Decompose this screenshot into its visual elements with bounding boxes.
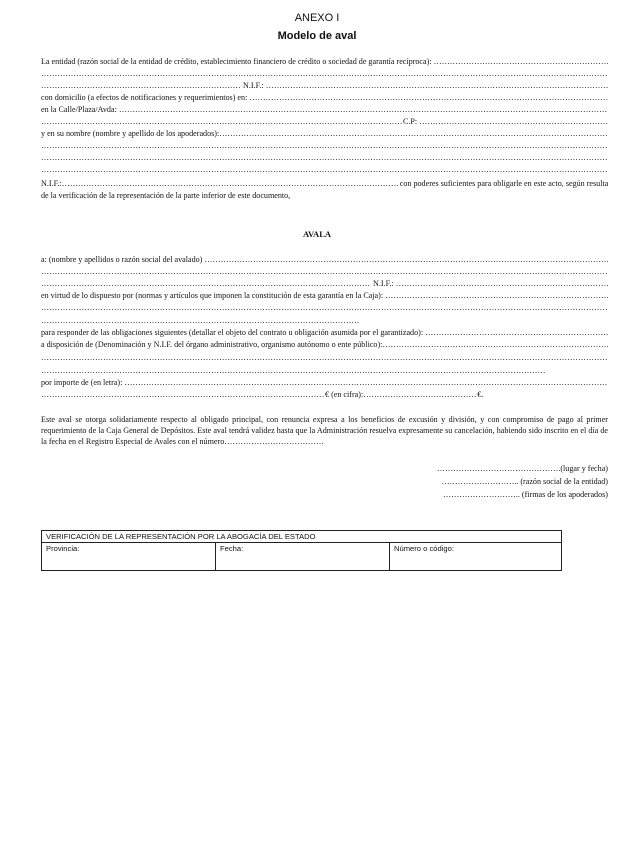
nif-line xyxy=(41,81,608,91)
obligations-line xyxy=(41,328,608,338)
entity-label: La entidad (razón social de la entidad de crédito, establecimiento financiero de crédito o sociedad de garantía recíproca): xyxy=(41,57,432,66)
dotted-line xyxy=(41,153,608,163)
clause-paragraph: Este aval se otorga solidariamente respecto al obligado principal, con renuncia expresa a los beneficios de excusión y división, y con compromiso de pago al primer requerimiento de la Caja General de Depósitos. Este aval tendrá validez hasta que la Administración resuelva expresamente su cancelación, habiendo sido inscrito en el día de la fecha en el Registro Especial de Avales con el número………………………………. xyxy=(41,415,608,446)
avala-nif-label: N.I.F.: xyxy=(373,279,394,288)
obligations-label: para responder de las obligaciones siguientes (detallar el objeto del contrato u obligación asumida por el garantizado): xyxy=(41,328,424,337)
dotted-line xyxy=(41,165,608,175)
cp-label: C.P: xyxy=(403,117,418,126)
amount-line xyxy=(41,378,608,388)
annex-label: ANEXO I xyxy=(294,12,340,24)
street-label: en la Calle/Plaza/Avda: xyxy=(41,105,117,114)
amount-label: por importe de (en letra): xyxy=(41,378,123,387)
cp-line xyxy=(41,117,608,127)
place-date-line: ……………………………………….(lugar y fecha) xyxy=(436,464,608,473)
dotted-line xyxy=(41,141,608,151)
nif-label: N.I.F.: xyxy=(243,81,264,90)
dotted-line xyxy=(41,353,608,363)
dotted-line xyxy=(41,303,608,313)
guaranteed-label: a: (nombre y apellidos o razón social del avalado) xyxy=(41,255,203,264)
province-cell[interactable]: Provincia: xyxy=(42,543,216,571)
domicile-label: con domicilio (a efectos de notificaciones y requerimientos) en: xyxy=(41,93,248,102)
dotted-line-short xyxy=(41,366,608,376)
avala-nif-line xyxy=(41,279,608,289)
dotted-line xyxy=(41,267,608,277)
disposal-line xyxy=(41,340,608,350)
amount-figure-line xyxy=(41,390,608,400)
guaranteed-line xyxy=(41,255,608,265)
domicile-line xyxy=(41,93,608,103)
law-line xyxy=(41,291,608,301)
amount-figure-label: € (en cifra): xyxy=(325,390,364,399)
euro-end: €. xyxy=(477,390,484,399)
avala-heading: AVALA xyxy=(302,229,332,239)
entity-name-line: ……………………….. (razón social de la entidad) xyxy=(441,477,608,486)
nif2-label: N.I.F.: xyxy=(41,179,62,188)
representatives-label: y en su nombre (nombre y apellido de los apoderados): xyxy=(41,129,220,138)
dotted-line xyxy=(41,69,608,79)
verification-table-row xyxy=(42,543,561,571)
number-cell[interactable]: Número o código: xyxy=(394,544,454,553)
verification-text: de la verificación de la representación de la parte inferior de este documento, xyxy=(41,191,291,200)
document-title: Modelo de aval xyxy=(277,30,357,42)
law-label: en virtud de lo dispuesto por (normas y artículos que imponen la constitución de esta garantía en la Caja): xyxy=(41,291,384,300)
signers-line: ……………………….. (firmas de los apoderados) xyxy=(443,490,608,499)
powers-text: con poderes suficientes para obligarle en este acto, según resulta xyxy=(399,179,608,188)
verification-table-header: VERIFICACIÓN DE LA REPRESENTACIÓN POR LA ABOGACÍA DEL ESTADO xyxy=(42,531,561,543)
date-cell[interactable]: Fecha: xyxy=(216,543,390,571)
street-line xyxy=(41,105,608,115)
dotted-line-short xyxy=(41,316,608,326)
disposal-label: a disposición de (Denominación y N.I.F. del órgano administrativo, organismo autónomo o ente público): xyxy=(41,340,383,349)
entity-line-1 xyxy=(41,57,608,67)
verification-table xyxy=(41,530,562,571)
representatives-line xyxy=(41,129,608,139)
nif2-line xyxy=(41,179,608,189)
